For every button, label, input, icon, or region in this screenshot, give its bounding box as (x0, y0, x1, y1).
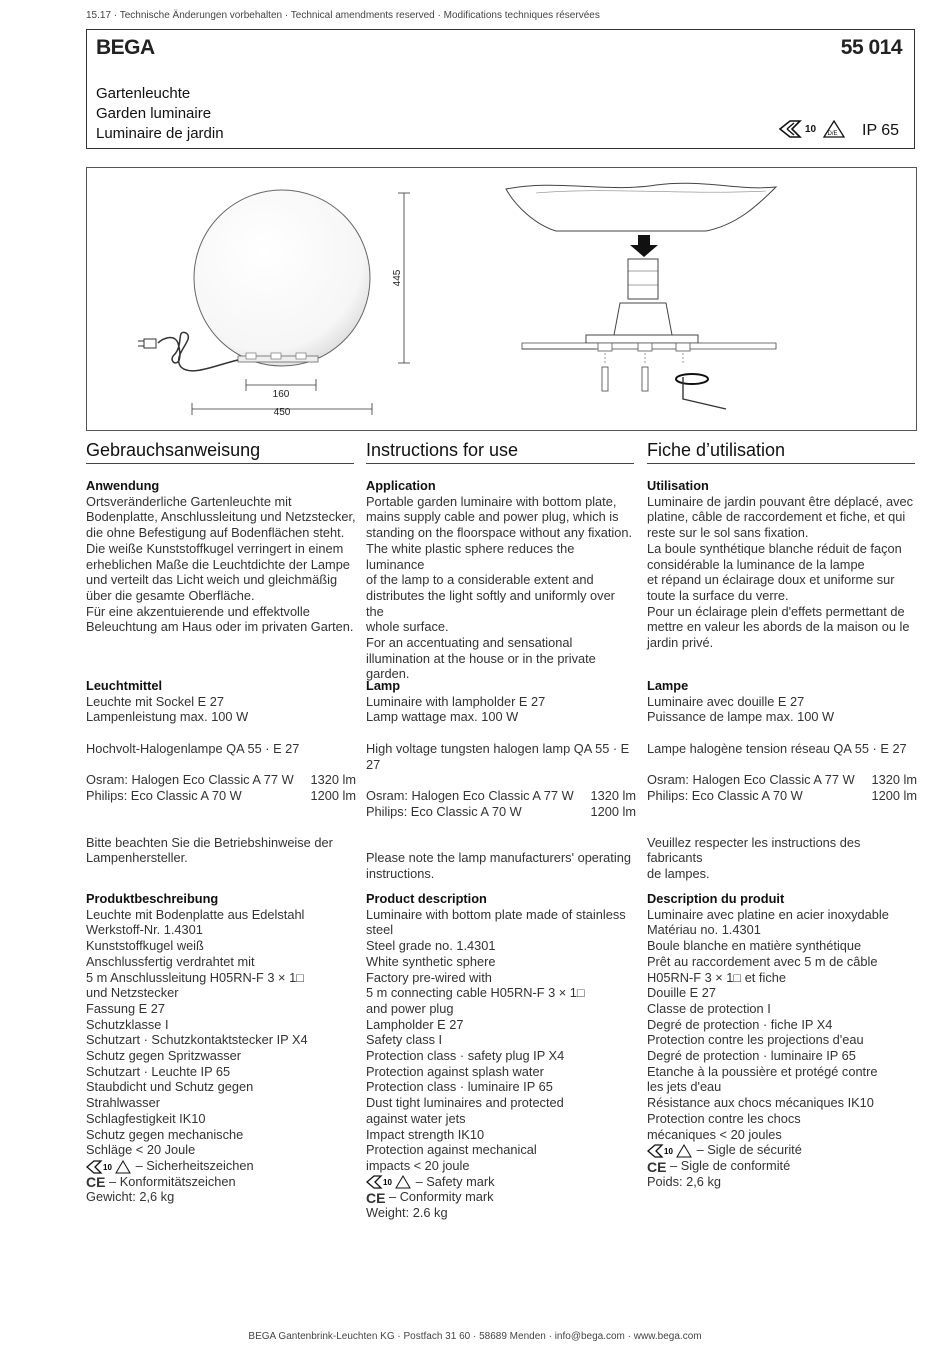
text-line: Lampholder E 27 (366, 1016, 464, 1032)
conformity-line (647, 1158, 917, 1174)
safety-mark-icon (366, 1175, 412, 1189)
text-line: toute la surface du verre. (647, 587, 789, 603)
mark-label: D/E (827, 131, 838, 137)
conformity-label: – Sigle de conformité (670, 1157, 791, 1173)
lamp-row (647, 772, 917, 788)
exploded-view (506, 183, 776, 409)
text-line: Anschlussfertig verdrahtet mit (86, 953, 255, 969)
text-line: erheblichen Maße die Leuchtdichte der Lampe (86, 556, 350, 572)
inner-dim-label: 160 (272, 389, 290, 400)
text-line: whole surface. (366, 619, 449, 635)
text-line: Luminaire avec platine en acier inoxydable (647, 906, 889, 922)
text-line: La boule synthétique blanche réduit de façon (647, 540, 902, 556)
text-line: Boule blanche en matière synthétique (647, 938, 862, 954)
text-line: Impact strength IK10 (366, 1126, 485, 1142)
meta-line: 15.17 · Technische Änderungen vorbehalten · Technical amendments reserved · Modifications techniques réservées (86, 10, 600, 21)
text-line: of the lamp to a considerable extent and (366, 572, 594, 588)
text-line: les jets d'eau (647, 1079, 722, 1095)
application-heading: Anwendung (86, 478, 160, 493)
lamp-row (366, 804, 636, 820)
text-line: standing on the floorspace without any fixation. (366, 525, 633, 541)
text-line: Dust tight luminaires and protected (366, 1095, 564, 1111)
text-line: Fassung E 27 (86, 1000, 165, 1016)
text-line: distributes the light softly and uniformly over the (366, 587, 615, 619)
lamp-lumen: 1200 lm (310, 787, 356, 803)
text-line: For an accentuating and sensational (366, 635, 573, 651)
text-line: Für eine akzentuierende und effektvolle (86, 603, 310, 619)
text-line: und Netzstecker (86, 985, 179, 1001)
safety-label: – Sicherheitszeichen (135, 1157, 254, 1173)
lamp-name: Osram: Halogen Eco Classic A 77 W (86, 772, 294, 788)
conformity-label: – Conformity mark (389, 1189, 494, 1205)
svg-text:10: 10 (664, 1146, 673, 1156)
text-line: Ortsveränderliche Gartenleuchte mit (86, 493, 292, 509)
text-line: 5 m connecting cable H05RN-F 3 × 1□ (366, 985, 585, 1001)
lamp-row (86, 788, 356, 804)
text-line: steel (366, 922, 394, 938)
text-line: Luminaire with lampholder E 27 (366, 693, 546, 709)
weight: Weight: 2.6 kg (366, 1205, 448, 1221)
safety-mark-icon (647, 1144, 693, 1158)
weight: Gewicht: 2,6 kg (86, 1189, 175, 1205)
svg-text:10: 10 (383, 1178, 392, 1188)
lamp-name: Philips: Eco Classic A 70 W (366, 803, 522, 819)
product-heading: Product description (366, 891, 487, 906)
lamp-heading: Lampe (647, 678, 689, 693)
lamp-heading: Leuchtmittel (86, 678, 163, 693)
text-line: Degré de protection · luminaire IP 65 (647, 1048, 856, 1064)
text-line: Die weiße Kunststoffkugel verringert in einem (86, 540, 344, 556)
section-rule-fr (647, 463, 915, 464)
text-line: impacts < 20 joule (366, 1157, 470, 1173)
text-line: Protection against splash water (366, 1063, 544, 1079)
text-line: Etanche à la poussière et protégé contre (647, 1063, 878, 1079)
approval-marks (778, 119, 848, 144)
text-line: Factory pre-wired with (366, 969, 492, 985)
text-line: Luminaire avec douille E 27 (647, 693, 805, 709)
text-line: et répand un éclairage doux et uniforme sur (647, 572, 895, 588)
text-line: and power plug (366, 1000, 454, 1016)
lamp-type: Hochvolt-Halogenlampe QA 55 · E 27 (86, 740, 300, 756)
sphere-luminaire (194, 190, 370, 366)
ik-mark-icon (780, 121, 817, 137)
application-heading: Application (366, 478, 436, 493)
insert-arrow-icon (630, 235, 658, 257)
text-line: Douille E 27 (647, 985, 717, 1001)
text-line: H05RN-F 3 × 1□ et fiche (647, 969, 786, 985)
text-line: Classe de protection I (647, 1000, 771, 1016)
width-dimensions (192, 379, 372, 418)
text-line: Luminaire with bottom plate made of stainless (366, 906, 626, 922)
text-line: White synthetic sphere (366, 953, 496, 969)
text-line: platine, câble de raccordement et fiche, et qui (647, 509, 906, 525)
ce-mark-icon: CE (647, 1158, 667, 1175)
text-line: Puissance de lampe max. 100 W (647, 709, 835, 725)
lamp-name: Osram: Halogen Eco Classic A 77 W (647, 772, 855, 788)
text-line: Degré de protection · fiche IP X4 (647, 1016, 833, 1032)
column-de (86, 478, 356, 635)
conformity-line (366, 1189, 636, 1205)
section-title-fr: Fiche d’utilisation (647, 440, 786, 460)
conformity-label: – Konformitätszeichen (109, 1173, 236, 1189)
column-en (366, 478, 636, 682)
text-line: Safety class I (366, 1032, 443, 1048)
lamp-name: Philips: Eco Classic A 70 W (647, 787, 803, 803)
product-name-de: Gartenleuchte (96, 85, 191, 102)
text-line: Bodenplatte, Anschlussleitung und Netzstecker, (86, 509, 356, 525)
lamp-type: Lampe halogène tension réseau QA 55 · E 27 (647, 740, 907, 756)
text-line: reste sur le sol sans fixation. (647, 525, 809, 541)
lamp-name: Philips: Eco Classic A 70 W (86, 787, 242, 803)
text-line: against water jets (366, 1110, 466, 1126)
note-line: instructions. (366, 866, 435, 881)
section-rule-en (366, 463, 634, 464)
note-line: Lampenhersteller. (86, 850, 188, 866)
product-heading: Description du produit (647, 891, 785, 906)
text-line: Leuchte mit Sockel E 27 (86, 693, 224, 709)
text-line: Kunststoffkugel weiß (86, 938, 204, 954)
lamp-lumen: 1320 lm (310, 772, 356, 788)
text-line: die ohne Befestigung auf Bodenflächen steht. (86, 525, 345, 541)
text-line: Lamp wattage max. 100 W (366, 709, 519, 725)
product-name-en: Garden luminaire (96, 105, 212, 122)
lamp-row (86, 772, 356, 788)
lamp-type: High voltage tungsten halogen lamp QA 55 · E 27 (366, 740, 630, 772)
lamp-block-fr (647, 678, 917, 882)
lamp-lumen: 1200 lm (871, 787, 917, 803)
text-line: Prêt au raccordement avec 5 m de câble (647, 953, 878, 969)
text-line: Protection contre les projections d'eau (647, 1032, 864, 1048)
article-number: 55 014 (840, 36, 902, 59)
product-block-en (366, 891, 636, 1221)
text-line: Schutz gegen mechanische (86, 1126, 244, 1142)
ce-mark-icon: CE (86, 1174, 106, 1191)
text-line: Résistance aux chocs mécaniques IK10 (647, 1095, 874, 1111)
text-line: Matériau no. 1.4301 (647, 922, 761, 938)
lamp-row (366, 788, 636, 804)
safety-mark-icon (86, 1160, 132, 1174)
lamp-name: Osram: Halogen Eco Classic A 77 W (366, 787, 574, 803)
text-line: Schutzklasse I (86, 1016, 169, 1032)
note-line: Veuillez respecter les instructions des fabricants (647, 834, 861, 866)
product-block-de (86, 891, 356, 1205)
ip-rating: IP 65 (862, 122, 900, 139)
technical-drawing (86, 167, 917, 431)
lamp-lumen: 1320 lm (871, 772, 917, 788)
text-line: Leuchte mit Bodenplatte aus Edelstahl (86, 906, 305, 922)
text-line: Werkstoff-Nr. 1.4301 (86, 922, 203, 938)
text-line: mécaniques < 20 joules (647, 1126, 782, 1142)
lamp-lumen: 1200 lm (590, 803, 636, 819)
enec-mark-icon (824, 121, 844, 137)
text-line: garden. (366, 666, 410, 682)
brand-name: BEGA (96, 36, 155, 59)
height-dimension (392, 193, 410, 363)
lamp-block-en (366, 678, 636, 882)
text-line: Staubdicht und Schutz gegen (86, 1079, 254, 1095)
svg-text:10: 10 (103, 1162, 112, 1172)
product-heading: Produktbeschreibung (86, 891, 219, 906)
weight: Poids: 2,6 kg (647, 1173, 721, 1189)
text-line: Portable garden luminaire with bottom plate, (366, 493, 617, 509)
lamp-lumen: 1320 lm (590, 787, 636, 803)
safety-label: – Safety mark (415, 1173, 495, 1189)
safety-line (366, 1174, 636, 1190)
product-name-fr: Luminaire de jardin (96, 125, 224, 142)
text-line: considérable la luminance de la lampe (647, 556, 865, 572)
note-line: de lampes. (647, 866, 710, 881)
text-line: Strahlwasser (86, 1095, 160, 1111)
text-line: Schutz gegen Spritzwasser (86, 1048, 242, 1064)
text-line: mains supply cable and power plug, which is (366, 509, 619, 525)
text-line: jardin privé. (647, 635, 714, 651)
safety-label: – Sigle de sécurité (696, 1142, 802, 1158)
note-line: Please note the lamp manufacturers' operating (366, 850, 631, 866)
text-line: Lampenleistung max. 100 W (86, 709, 249, 725)
application-heading: Utilisation (647, 478, 709, 493)
text-line: 5 m Anschlussleitung H05RN-F 3 × 1□ (86, 969, 304, 985)
text-line: Protection class · luminaire IP 65 (366, 1079, 553, 1095)
text-line: Steel grade no. 1.4301 (366, 938, 496, 954)
text-line: Schlagfestigkeit IK10 (86, 1110, 206, 1126)
text-line: Schläge < 20 Joule (86, 1142, 196, 1158)
ce-mark-icon: CE (366, 1189, 386, 1206)
text-line: Protection class · safety plug IP X4 (366, 1048, 565, 1064)
column-fr (647, 478, 917, 651)
text-line: Beleuchtung am Haus oder im privaten Garten. (86, 619, 354, 635)
note-line: Bitte beachten Sie die Betriebshinweise der (86, 834, 333, 850)
text-line: Protection against mechanical (366, 1142, 537, 1158)
text-line: Schutzart · Leuchte IP 65 (86, 1063, 231, 1079)
ik-value: 10 (805, 124, 817, 135)
text-line: über die gesamte Oberfläche. (86, 587, 255, 603)
text-line: Schutzart · Schutzkontaktstecker IP X4 (86, 1032, 308, 1048)
section-rule-de (86, 463, 354, 464)
text-line: Pour un éclairage plein d'effets permettant de (647, 603, 905, 619)
text-line: mettre en valeur les abords de la maison ou le (647, 619, 910, 635)
text-line: illumination at the house or in the private (366, 650, 596, 666)
height-dim-label: 445 (392, 269, 403, 287)
conformity-line (86, 1174, 356, 1190)
lamp-row (647, 788, 917, 804)
safety-line (86, 1158, 356, 1174)
text-line: The white plastic sphere reduces the luminance (366, 540, 575, 572)
safety-line (647, 1142, 917, 1158)
text-line: Luminaire de jardin pouvant être déplacé, avec (647, 493, 914, 509)
section-title-de: Gebrauchsanweisung (86, 440, 261, 460)
lamp-heading: Lamp (366, 678, 401, 693)
footer: BEGA Gantenbrink-Leuchten KG · Postfach 31 60 · 58689 Menden · info@bega.com · www.bega.com (248, 1331, 702, 1342)
outer-dim-label: 450 (273, 407, 291, 418)
text-line: und verteilt das Licht weich und gleichmäßig (86, 572, 338, 588)
text-line: Protection contre les chocs (647, 1110, 801, 1126)
product-block-fr (647, 891, 917, 1189)
lamp-block-de (86, 678, 356, 866)
section-title-en: Instructions for use (366, 440, 519, 460)
